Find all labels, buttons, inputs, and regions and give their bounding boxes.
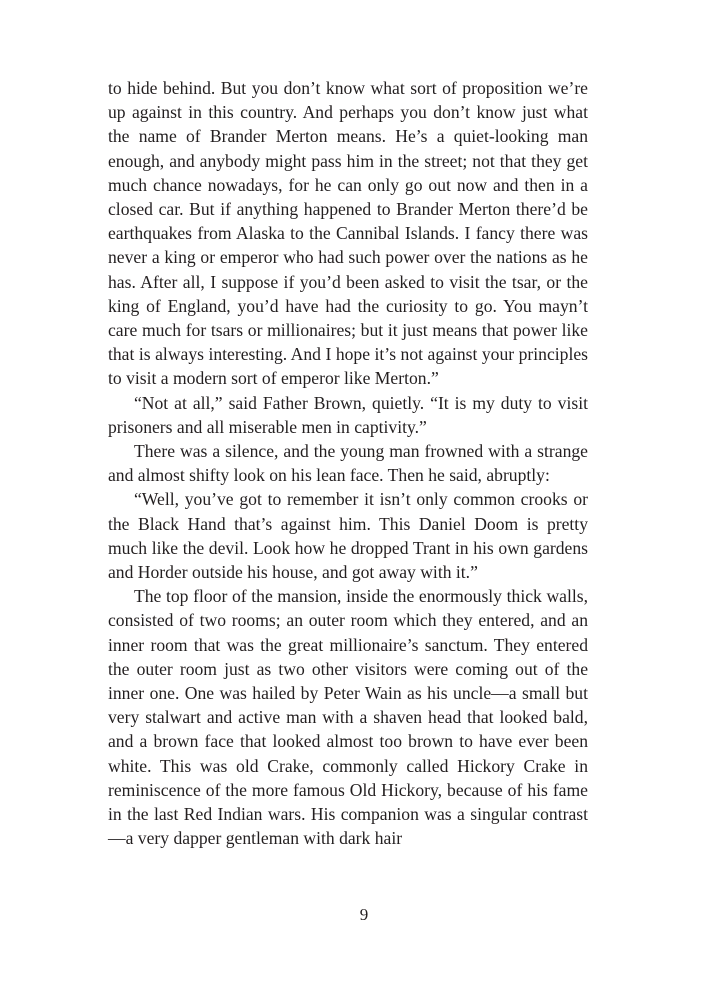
page-number: 9 — [359, 905, 369, 924]
paragraph-daniel-doom: “Well, you’ve got to remember it isn’t only common crooks or the Black Hand that’s against him. This Daniel Doom is pretty much like the devil. Look how he dropped Trant in his own gardens and Horder outside his house, and got away with it.” — [108, 489, 588, 583]
paragraph-continuation: to hide behind. But you don’t know what sort of proposition we’re up against in this country. And perhaps you don’t know just what the name of Brander Merton means. He’s a quiet-looking man enough, and anybody might pass him in the street; not that they get much chance nowadays, for he can only go out now and then in a closed car. But if anything happened to Brander Merton there’d be earthquakes from Alaska to the Cannibal Islands. I fancy there was never a king or emperor who had such power over the nations as he has. After all, I suppose if you’d been asked to visit the tsar, or the king of England, you’d have had the curiosity to go. You mayn’t care much for tsars or millionaires; but it just means that power like that is always interesting. And I hope it’s not against your principles to visit a modern sort of emperor like Merton.” — [108, 78, 588, 389]
paragraph-top-floor: The top floor of the mansion, inside the enormously thick walls, consisted of two rooms; an outer room which they entered, and an inner room that was the great millionaire’s sanctum. They entered the outer room just as two other visitors were coming out of the inner one. One was hailed by Peter Wain as his uncle—a small but very stalwart and active man with a shaven head that looked bald, and a brown face that looked almost too brown to have ever been white. This was old Crake, commonly called Hickory Crake in reminiscence of the more famous Old Hickory, because of his fame in the last Red Indian wars. His companion was a singular contrast—a very dapper gentleman with dark hair — [108, 586, 588, 849]
page-body — [108, 76, 588, 851]
paragraph-father-brown-reply: “Not at all,” said Father Brown, quietly. “It is my duty to visit prisoners and all miserable men in captivity.” — [108, 392, 588, 437]
paragraph-silence: There was a silence, and the young man frowned with a strange and almost shifty look on his lean face. Then he said, abruptly: — [108, 441, 588, 486]
